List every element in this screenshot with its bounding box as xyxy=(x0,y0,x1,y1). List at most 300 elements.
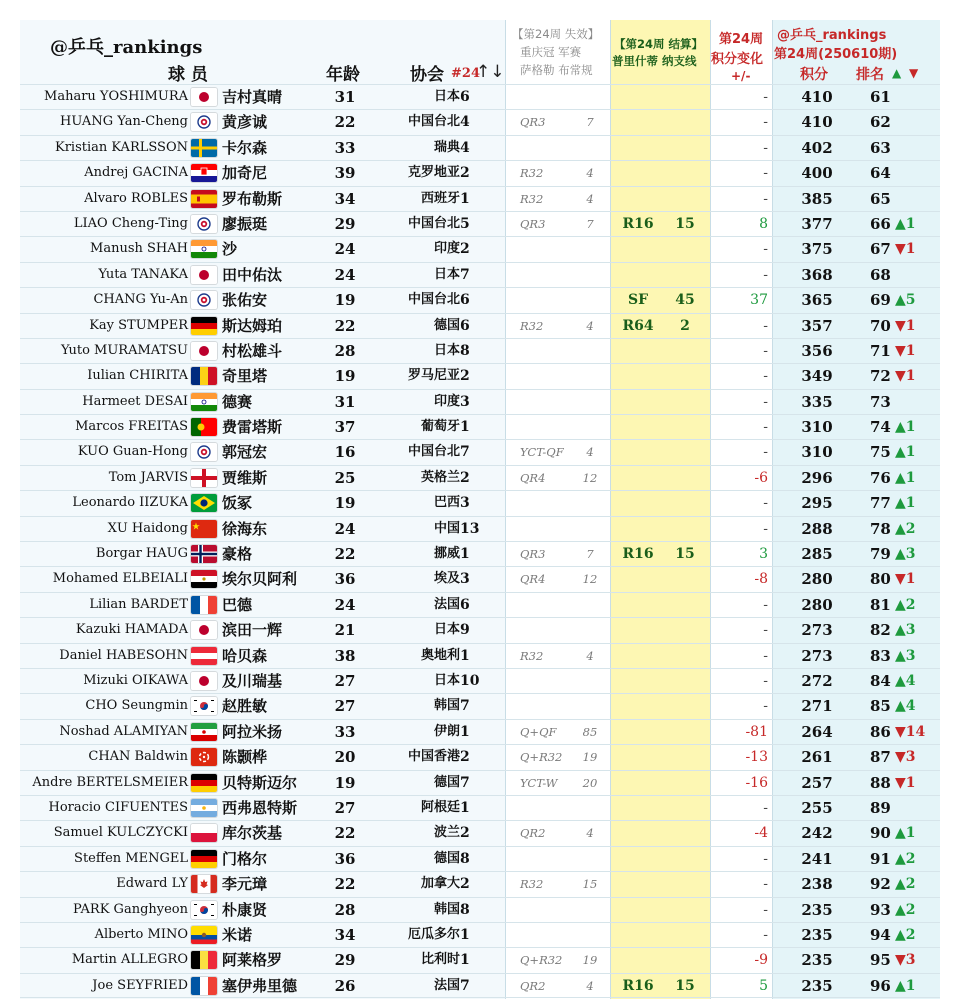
event-count: 10 xyxy=(460,672,480,689)
points: 272 xyxy=(801,671,833,690)
points-change: - xyxy=(763,342,768,359)
points: 402 xyxy=(801,138,833,157)
flag-icon xyxy=(191,977,217,995)
event-count: 13 xyxy=(460,520,480,537)
event-count: 8 xyxy=(460,901,470,918)
rank-movement: ▲5 xyxy=(895,292,916,309)
player-name-en: Edward LY xyxy=(116,876,188,892)
event-count: 6 xyxy=(460,292,470,309)
rank: 86 xyxy=(870,722,891,741)
flag-icon xyxy=(191,723,217,741)
player-name-cn: 奇里塔 xyxy=(222,367,268,386)
rank-down-arrow-icon: ▼ xyxy=(909,66,919,80)
association: 法国 xyxy=(433,977,460,993)
player-name-cn: 吉村真晴 xyxy=(222,88,283,106)
ranking-header-issue: 第24周(250610期) xyxy=(774,47,898,62)
table-row[interactable] xyxy=(20,389,940,414)
flag-icon xyxy=(191,951,217,969)
points-change: - xyxy=(763,139,768,156)
change-header-title: 积分变化 xyxy=(711,52,764,67)
points: 410 xyxy=(801,88,833,106)
table-row[interactable] xyxy=(20,744,940,769)
points-change: - xyxy=(763,672,768,689)
event-count: 4 xyxy=(460,139,470,156)
association: 日本 xyxy=(433,89,460,104)
player-name-cn: 饭冢 xyxy=(222,494,253,513)
player-age: 19 xyxy=(334,773,356,792)
player-name-en: Horacio CIFUENTES xyxy=(48,799,188,815)
rank: 70 xyxy=(870,316,891,335)
points-change: - xyxy=(763,596,768,613)
player-name-cn: 贝特斯迈尔 xyxy=(222,773,298,792)
flag-icon xyxy=(191,469,217,487)
association: 中国香港 xyxy=(407,749,460,765)
rank-movement: ▲2 xyxy=(895,901,916,918)
lost-result: QR3 xyxy=(520,115,546,130)
table-row[interactable] xyxy=(20,465,940,490)
table-row[interactable] xyxy=(20,262,940,287)
rank-movement: ▲1 xyxy=(895,469,916,486)
points: 235 xyxy=(801,951,833,970)
event-count: 7 xyxy=(460,444,470,461)
flag-icon xyxy=(191,215,217,233)
table-row[interactable] xyxy=(20,795,940,820)
points: 235 xyxy=(801,976,833,995)
player-name-cn: 塞伊弗里德 xyxy=(222,976,298,995)
event-count: 3 xyxy=(460,495,470,512)
player-name-cn: 豪格 xyxy=(222,545,253,564)
flag-icon xyxy=(191,799,217,817)
player-name-en: Samuel KULCZYCKI xyxy=(53,825,188,841)
player-age: 27 xyxy=(334,798,356,817)
settled-result: R16 xyxy=(622,977,654,994)
points: 241 xyxy=(801,849,833,868)
event-count: 1 xyxy=(460,647,470,664)
points: 242 xyxy=(801,824,833,843)
table-row[interactable] xyxy=(20,617,940,642)
player-age: 22 xyxy=(334,545,356,564)
player-age: 16 xyxy=(334,443,356,462)
lost-header-event2: 萨格勒 布常规 xyxy=(520,63,593,77)
table-row[interactable] xyxy=(20,922,940,947)
player-age: 31 xyxy=(334,392,356,411)
player-name-en: PARK Ganghyeon xyxy=(72,901,188,917)
points: 356 xyxy=(801,341,833,360)
player-age: 20 xyxy=(334,748,356,767)
rank: 92 xyxy=(870,875,891,894)
points-change: 5 xyxy=(759,977,768,994)
points-change: -16 xyxy=(745,774,768,791)
table-row[interactable] xyxy=(20,211,940,236)
lost-result: QR3 xyxy=(520,547,546,562)
table-row[interactable] xyxy=(20,897,940,922)
points-change: - xyxy=(763,419,768,436)
settled-result: R64 xyxy=(622,317,654,334)
event-count: 1 xyxy=(460,419,470,436)
table-row[interactable] xyxy=(20,313,940,338)
table-row[interactable] xyxy=(20,566,940,591)
rank-movement: ▲1 xyxy=(895,419,916,436)
points: 273 xyxy=(801,621,833,640)
rank-movement: ▲4 xyxy=(895,672,916,689)
points-change: - xyxy=(763,89,768,105)
player-name-en: XU Haidong xyxy=(107,520,188,536)
table-row[interactable] xyxy=(20,236,940,261)
rank: 95 xyxy=(870,951,891,970)
lost-result: YCT-W xyxy=(520,775,558,790)
rank: 67 xyxy=(870,240,891,259)
event-count: 1 xyxy=(460,723,470,740)
rank-movement: ▲2 xyxy=(895,876,916,893)
ranking-sheet xyxy=(20,20,940,999)
table-row[interactable] xyxy=(20,719,940,744)
rank-movement: ▲3 xyxy=(895,622,916,639)
lost-result: R32 xyxy=(520,877,544,892)
association: 中国台北 xyxy=(407,215,460,231)
player-name-en: CHAN Baldwin xyxy=(88,749,188,765)
event-count: 6 xyxy=(460,317,470,334)
table-row[interactable] xyxy=(20,820,940,845)
player-age: 27 xyxy=(334,697,356,716)
settled-header-event: 普里什蒂 纳支线 xyxy=(612,54,697,68)
points-change: 37 xyxy=(750,292,768,309)
table-row[interactable] xyxy=(20,439,940,464)
player-name-cn: 费雷塔斯 xyxy=(222,418,283,437)
player-name-en: Marcos FREITAS xyxy=(75,419,188,435)
rank: 81 xyxy=(870,595,891,614)
flag-icon xyxy=(191,850,217,868)
table-row[interactable] xyxy=(20,846,940,871)
event-count: 7 xyxy=(460,977,470,994)
rank-movement: ▼1 xyxy=(895,241,916,258)
change-header-sign: +/- xyxy=(731,69,751,83)
flag-icon xyxy=(191,291,217,309)
rank-movement: ▼3 xyxy=(895,952,916,969)
table-row[interactable] xyxy=(20,490,940,515)
rank: 74 xyxy=(870,418,891,437)
player-name-cn: 门格尔 xyxy=(222,849,268,868)
rank-up-arrow-icon: ▲ xyxy=(892,66,902,80)
player-age: 38 xyxy=(334,646,356,665)
points: 410 xyxy=(801,113,833,132)
player-name-en: KUO Guan-Hong xyxy=(77,444,188,460)
sort-arrows-icon[interactable]: ↑↓ xyxy=(476,62,505,82)
association: 日本 xyxy=(433,342,460,358)
sort-label: #24 xyxy=(451,66,480,81)
settled-points: 15 xyxy=(675,546,695,563)
association-column-header: 协会 xyxy=(410,65,444,85)
player-name-cn: 巴德 xyxy=(222,595,253,614)
table-row[interactable] xyxy=(20,947,940,972)
event-count: 6 xyxy=(460,89,470,105)
points: 365 xyxy=(801,291,833,310)
player-name-cn: 库尔茨基 xyxy=(222,824,283,843)
settled-points: 15 xyxy=(675,977,695,994)
points: 368 xyxy=(801,265,833,284)
player-age: 25 xyxy=(334,468,356,487)
player-name-cn: 郭冠宏 xyxy=(222,443,268,462)
player-age: 31 xyxy=(334,88,356,106)
player-age: 22 xyxy=(334,875,356,894)
association: 巴西 xyxy=(433,495,460,511)
player-name-cn: 哈贝森 xyxy=(222,646,268,665)
association: 厄瓜多尔 xyxy=(407,926,460,942)
player-age: 29 xyxy=(334,951,356,970)
rank-movement: ▲1 xyxy=(895,825,916,842)
table-row[interactable] xyxy=(20,160,940,185)
rank: 89 xyxy=(870,798,891,817)
player-name-cn: 赵胜敏 xyxy=(222,697,268,716)
association: 埃及 xyxy=(433,571,460,587)
association: 韩国 xyxy=(433,698,460,714)
association: 印度 xyxy=(433,241,460,257)
flag-icon xyxy=(191,240,217,258)
lost-points: 7 xyxy=(586,216,594,231)
player-name-en: Borgar HAUG xyxy=(95,546,188,562)
association: 奥地利 xyxy=(420,647,460,663)
association: 韩国 xyxy=(433,901,460,917)
lost-points: 4 xyxy=(586,826,594,841)
flag-icon xyxy=(191,901,217,919)
rank: 94 xyxy=(870,925,891,944)
player-age: 26 xyxy=(334,976,356,995)
rank: 62 xyxy=(870,113,891,132)
player-name-cn: 斯达姆珀 xyxy=(222,316,283,335)
settled-result: R16 xyxy=(622,215,654,232)
table-row[interactable] xyxy=(20,770,940,795)
flag-icon xyxy=(191,672,217,690)
table-row[interactable] xyxy=(20,287,940,312)
table-row[interactable] xyxy=(20,592,940,617)
lost-points: 19 xyxy=(582,750,598,765)
player-age: 33 xyxy=(334,138,356,157)
points: 280 xyxy=(801,570,833,589)
flag-icon xyxy=(191,393,217,411)
flag-icon xyxy=(191,88,217,106)
flag-icon xyxy=(191,266,217,284)
points-change: -8 xyxy=(754,571,768,588)
age-column-header: 年龄 xyxy=(326,65,360,85)
rank-movement: ▲2 xyxy=(895,926,916,943)
player-name-cn: 廖振珽 xyxy=(222,214,268,233)
points: 357 xyxy=(801,316,833,335)
event-count: 1 xyxy=(460,190,470,207)
association: 加拿大 xyxy=(420,876,460,892)
lost-points: 85 xyxy=(582,724,598,739)
player-name-en: Mohamed ELBEIALI xyxy=(52,571,188,587)
rank: 66 xyxy=(870,214,891,233)
table-row[interactable] xyxy=(20,693,940,718)
player-name-cn: 朴康贤 xyxy=(222,900,268,919)
event-count: 2 xyxy=(460,469,470,486)
points-change: - xyxy=(763,190,768,207)
association: 克罗地亚 xyxy=(407,165,460,181)
player-age: 24 xyxy=(334,240,356,259)
lost-header-event1: 重庆冠 军赛 xyxy=(520,45,582,59)
association: 日本 xyxy=(433,672,460,688)
lost-points: 12 xyxy=(582,470,598,485)
table-row[interactable] xyxy=(20,338,940,363)
rank-movement: ▲2 xyxy=(895,520,916,537)
player-name-cn: 米诺 xyxy=(222,925,253,944)
player-name-en: Yuta TANAKA xyxy=(98,266,188,282)
flag-icon xyxy=(191,596,217,614)
event-count: 7 xyxy=(460,266,470,283)
player-name-en: Kazuki HAMADA xyxy=(75,622,188,638)
rank: 68 xyxy=(870,265,891,284)
table-row[interactable] xyxy=(20,186,940,211)
player-name-en: Joe SEYFRIED xyxy=(92,977,188,993)
rank: 75 xyxy=(870,443,891,462)
event-count: 1 xyxy=(460,926,470,943)
player-age: 34 xyxy=(334,189,356,208)
points-change: - xyxy=(763,266,768,283)
table-row[interactable] xyxy=(20,541,940,566)
points: 377 xyxy=(801,214,833,233)
table-row[interactable] xyxy=(20,84,940,109)
player-name-cn: 沙 xyxy=(222,240,238,259)
player-age: 19 xyxy=(334,291,356,310)
rank: 64 xyxy=(870,164,891,183)
event-count: 7 xyxy=(460,698,470,715)
player-name-en: Daniel HABESOHN xyxy=(59,647,188,663)
player-name-cn: 徐海东 xyxy=(222,519,268,538)
rank: 65 xyxy=(870,189,891,208)
player-age: 22 xyxy=(334,316,356,335)
player-age: 22 xyxy=(334,824,356,843)
association: 德国 xyxy=(433,317,460,333)
flag-icon xyxy=(191,443,217,461)
association: 日本 xyxy=(433,266,460,282)
player-age: 36 xyxy=(334,849,356,868)
points: 349 xyxy=(801,367,833,386)
player-name-en: HUANG Yan-Cheng xyxy=(60,114,188,130)
rank: 84 xyxy=(870,671,891,690)
rank-movement: ▼1 xyxy=(895,342,916,359)
points: 257 xyxy=(801,773,833,792)
lost-points: 4 xyxy=(586,166,594,181)
ranking-table xyxy=(20,84,940,998)
rank-movement: ▼1 xyxy=(895,317,916,334)
lost-points: 19 xyxy=(582,953,598,968)
association: 比利时 xyxy=(420,952,460,968)
settled-points: 15 xyxy=(675,215,695,232)
flag-icon xyxy=(191,875,217,893)
player-name-en: Alberto MINO xyxy=(94,926,188,942)
lost-result: R32 xyxy=(520,191,544,206)
flag-icon xyxy=(191,317,217,335)
table-row[interactable] xyxy=(20,643,940,668)
player-name-en: Lilian BARDET xyxy=(89,596,188,612)
player-age: 28 xyxy=(334,900,356,919)
points-change: - xyxy=(763,444,768,461)
table-row[interactable] xyxy=(20,871,940,896)
player-age: 29 xyxy=(334,214,356,233)
points-change: - xyxy=(763,520,768,537)
player-name-en: Kristian KARLSSON xyxy=(54,139,188,155)
flag-icon xyxy=(191,748,217,766)
points-change: -9 xyxy=(754,952,768,969)
flag-icon xyxy=(191,190,217,208)
rank: 78 xyxy=(870,519,891,538)
lost-points: 4 xyxy=(586,445,594,460)
event-count: 2 xyxy=(460,241,470,258)
lost-result: YCT-QF xyxy=(520,445,564,460)
association: 英格兰 xyxy=(420,469,460,485)
event-count: 1 xyxy=(460,546,470,563)
table-row[interactable] xyxy=(20,973,940,998)
rank: 87 xyxy=(870,748,891,767)
lost-result: Q+R32 xyxy=(520,953,563,968)
rank-movement: ▲3 xyxy=(895,647,916,664)
player-name-cn: 田中佑汰 xyxy=(222,265,283,284)
points-change: - xyxy=(763,799,768,816)
flag-icon xyxy=(191,621,217,639)
rank: 88 xyxy=(870,773,891,792)
ranking-header-handle: @乒乓_rankings xyxy=(777,28,887,43)
rank-movement: ▲2 xyxy=(895,850,916,867)
points-change: - xyxy=(763,317,768,334)
rank-movement: ▼1 xyxy=(895,774,916,791)
rank: 76 xyxy=(870,468,891,487)
event-count: 9 xyxy=(460,622,470,639)
rank: 72 xyxy=(870,367,891,386)
lost-header-title: 【第24周 失效】 xyxy=(512,27,600,41)
rank: 90 xyxy=(870,824,891,843)
player-age: 39 xyxy=(334,164,356,183)
rank-movement: ▲2 xyxy=(895,596,916,613)
player-name-cn: 滨田一辉 xyxy=(222,621,283,640)
player-age: 22 xyxy=(334,113,356,132)
table-row[interactable] xyxy=(20,135,940,160)
lost-result: QR2 xyxy=(520,978,546,993)
rank-movement: ▲1 xyxy=(895,215,916,232)
player-name-en: LIAO Cheng-Ting xyxy=(73,215,188,231)
association: 中国台北 xyxy=(407,292,460,308)
points: 235 xyxy=(801,900,833,919)
table-row[interactable] xyxy=(20,363,940,388)
table-row[interactable] xyxy=(20,516,940,541)
player-age: 34 xyxy=(334,925,356,944)
association: 西班牙 xyxy=(420,190,460,206)
table-row[interactable] xyxy=(20,668,940,693)
points: 285 xyxy=(801,545,833,564)
points: 264 xyxy=(801,722,833,741)
table-row[interactable] xyxy=(20,109,940,134)
lost-points: 4 xyxy=(586,648,594,663)
points-change: - xyxy=(763,647,768,664)
player-name-en: Noshad ALAMIYAN xyxy=(59,723,188,739)
player-age: 21 xyxy=(334,621,356,640)
flag-icon xyxy=(191,139,217,157)
event-count: 3 xyxy=(460,571,470,588)
association: 中国 xyxy=(433,520,460,536)
points-change: - xyxy=(763,495,768,512)
points-change: - xyxy=(763,622,768,639)
lost-result: Q+R32 xyxy=(520,750,563,765)
player-name-cn: 埃尔贝阿利 xyxy=(222,570,298,589)
flag-icon xyxy=(191,164,217,182)
lost-points: 7 xyxy=(586,547,594,562)
association: 挪威 xyxy=(433,546,460,562)
table-row[interactable] xyxy=(20,414,940,439)
lost-result: QR2 xyxy=(520,826,546,841)
lost-points: 7 xyxy=(586,115,594,130)
lost-result: R32 xyxy=(520,166,544,181)
lost-result: QR4 xyxy=(520,470,546,485)
player-name-en: Andre BERTELSMEIER xyxy=(32,774,188,790)
lost-points: 4 xyxy=(586,318,594,333)
